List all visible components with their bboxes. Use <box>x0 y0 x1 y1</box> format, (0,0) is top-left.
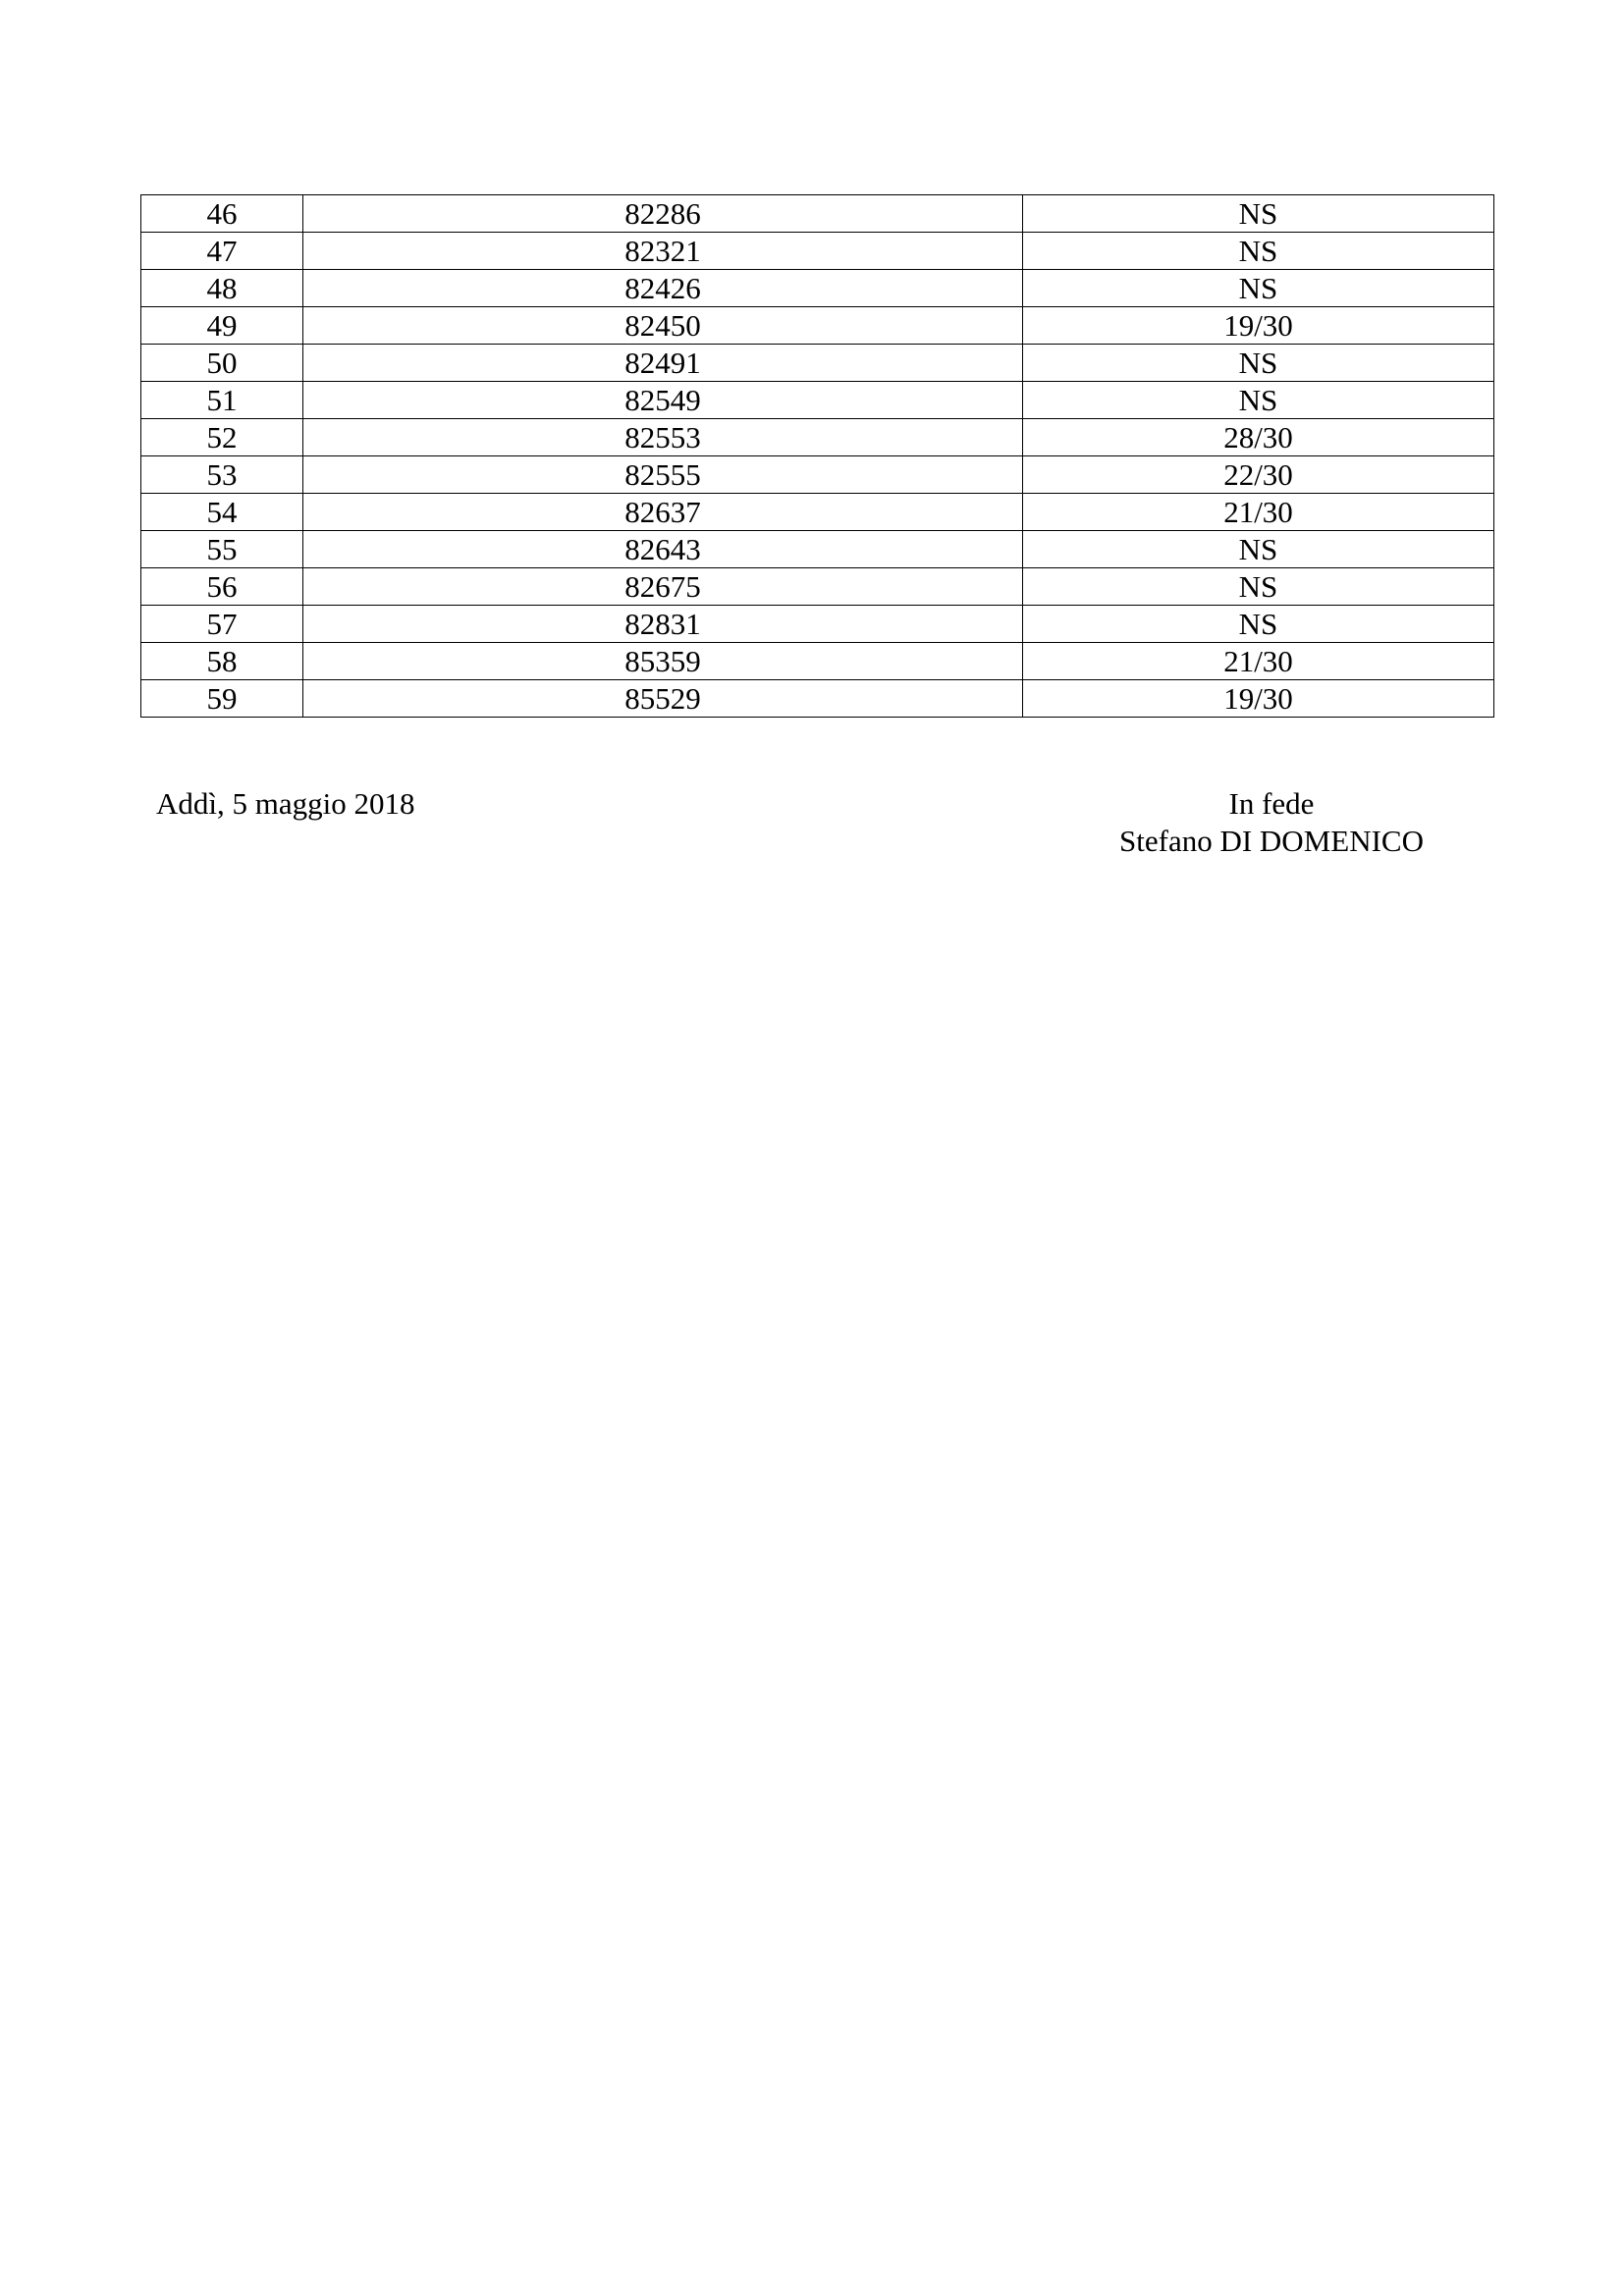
voto-cell: NS <box>1023 195 1494 233</box>
matricola-cell: 82321 <box>303 233 1023 270</box>
matricola-cell: 82831 <box>303 606 1023 643</box>
matricola-cell: 82286 <box>303 195 1023 233</box>
matricola-cell: 82549 <box>303 382 1023 419</box>
voto-cell: 19/30 <box>1023 680 1494 718</box>
voto-cell: NS <box>1023 606 1494 643</box>
row-number-cell: 46 <box>141 195 303 233</box>
table-row <box>141 345 1494 382</box>
matricola-cell: 82675 <box>303 568 1023 606</box>
row-number-cell: 57 <box>141 606 303 643</box>
table-row <box>141 494 1494 531</box>
table-row <box>141 307 1494 345</box>
row-number-cell: 47 <box>141 233 303 270</box>
matricola-cell: 82491 <box>303 345 1023 382</box>
voto-cell: 21/30 <box>1023 643 1494 680</box>
row-number-cell: 48 <box>141 270 303 307</box>
matricola-cell: 82637 <box>303 494 1023 531</box>
matricola-cell: 82450 <box>303 307 1023 345</box>
voto-cell: NS <box>1023 382 1494 419</box>
row-number-cell: 54 <box>141 494 303 531</box>
voto-cell: 22/30 <box>1023 456 1494 494</box>
row-number-cell: 56 <box>141 568 303 606</box>
voto-cell: NS <box>1023 531 1494 568</box>
voto-cell: 28/30 <box>1023 419 1494 456</box>
matricola-cell: 82426 <box>303 270 1023 307</box>
signatory-name: Stefano DI DOMENICO <box>1119 824 1424 858</box>
row-number-cell: 51 <box>141 382 303 419</box>
row-number-cell: 53 <box>141 456 303 494</box>
table-row <box>141 680 1494 718</box>
results-table-body <box>141 195 1494 718</box>
table-row <box>141 643 1494 680</box>
matricola-cell: 82643 <box>303 531 1023 568</box>
table-row <box>141 606 1494 643</box>
table-row <box>141 195 1494 233</box>
row-number-cell: 50 <box>141 345 303 382</box>
voto-cell: NS <box>1023 345 1494 382</box>
row-number-cell: 55 <box>141 531 303 568</box>
closing-text: In fede <box>1228 786 1315 821</box>
matricola-cell: 82555 <box>303 456 1023 494</box>
voto-cell: 21/30 <box>1023 494 1494 531</box>
row-number-cell: 58 <box>141 643 303 680</box>
voto-cell: NS <box>1023 568 1494 606</box>
table-row <box>141 568 1494 606</box>
row-number-cell: 59 <box>141 680 303 718</box>
table-row <box>141 419 1494 456</box>
voto-cell: NS <box>1023 233 1494 270</box>
row-number-cell: 52 <box>141 419 303 456</box>
row-number-cell: 49 <box>141 307 303 345</box>
table-row <box>141 382 1494 419</box>
table-row <box>141 270 1494 307</box>
table-row <box>141 531 1494 568</box>
document-date: Addì, 5 maggio 2018 <box>156 786 415 821</box>
table-row <box>141 233 1494 270</box>
results-table <box>140 194 1494 718</box>
signature-block <box>1070 785 1473 860</box>
matricola-cell: 82553 <box>303 419 1023 456</box>
matricola-cell: 85529 <box>303 680 1023 718</box>
table-row <box>141 456 1494 494</box>
voto-cell: NS <box>1023 270 1494 307</box>
matricola-cell: 85359 <box>303 643 1023 680</box>
voto-cell: 19/30 <box>1023 307 1494 345</box>
